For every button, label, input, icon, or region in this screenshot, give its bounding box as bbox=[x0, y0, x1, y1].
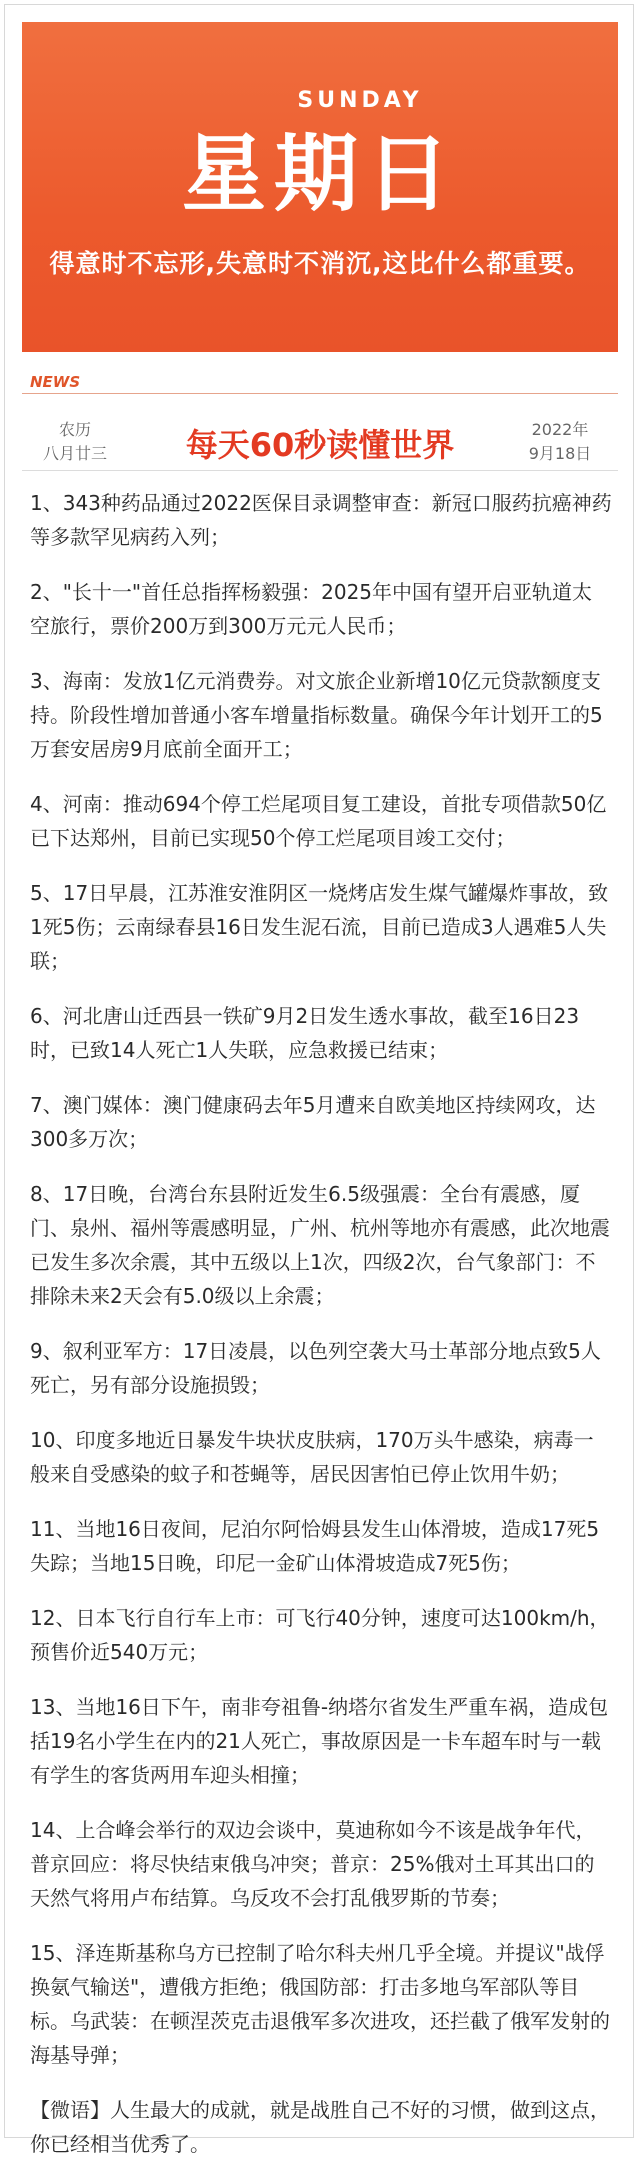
news-item-3: 3、海南：发放1亿元消费券。对文旅企业新增10亿元贷款额度支持。阶段性增加普通小客车增量指标数量。确保今年计划开工的5万套安居房9月底前全面开工； bbox=[30, 669, 603, 761]
news-item-8: 8、17日晚，台湾台东县附近发生6.5级强震：全台有震感，厦门、泉州、福州等震感明显，广州、杭州等地亦有震感，此次地震已发生多次余震，其中五级以上1次，四级2次，台气象部门：不排除未来2天会有5.0级以上余震； bbox=[30, 1182, 610, 1308]
news-label: NEWS bbox=[30, 373, 81, 391]
page-title: 每天60秒读懂世界 bbox=[185, 426, 455, 464]
date-month-day: 9月18日 bbox=[528, 444, 592, 463]
news-item-12: 12、日本飞行自行车上市：可飞行40分钟，速度可达100km/h，预售价近540万元； bbox=[30, 1606, 610, 1664]
calendar-date-block bbox=[510, 418, 610, 466]
news-item-2: 2、"长十一"首任总指挥杨毅强：2025年中国有望开启亚轨道太空旅行，票价200万到300万元元人民币； bbox=[30, 580, 593, 638]
news-list bbox=[30, 486, 612, 2161]
news-item-5: 5、17日早晨，江苏淮安淮阴区一烧烤店发生煤气罐爆炸事故，致1死5伤；云南绿春县16日发生泥石流，目前已造成3人遇难5人失联； bbox=[30, 881, 609, 973]
news-item-11: 11、当地16日夜间，尼泊尔阿恰姆县发生山体滑坡，造成17死5失踪；当地15日晚，印尼一金矿山体滑坡造成7死5伤； bbox=[30, 1517, 600, 1575]
news-item-4: 4、河南：推动694个停工烂尾项目复工建设，首批专项借款50亿已下达郑州，目前已实现50个停工烂尾项目竣工交付； bbox=[30, 792, 607, 850]
news-item-1: 1、343种药品通过2022医保目录调整审查：新冠口服药抗癌神药等多款罕见病药入列； bbox=[30, 491, 612, 549]
date-year: 2022年 bbox=[531, 420, 589, 439]
lunar-label: 农历 bbox=[58, 420, 91, 439]
news-item-13: 13、当地16日下午，南非夸祖鲁-纳塔尔省发生严重车祸，造成包括19名小学生在内的21人死亡，事故原因是一卡车超车时与一载有学生的客货两用车迎头相撞； bbox=[30, 1695, 609, 1787]
news-item-7: 7、澳门媒体：澳门健康码去年5月遭来自欧美地区持续网攻，达300多万次； bbox=[30, 1093, 596, 1151]
lunar-date: 八月廿三 bbox=[42, 444, 107, 463]
news-item-6: 6、河北唐山迁西县一铁矿9月2日发生透水事故，截至16日23时，已致14人死亡1人失联，应急救援已结束； bbox=[30, 1004, 580, 1062]
sunday-banner bbox=[22, 22, 618, 352]
header-divider bbox=[22, 470, 618, 471]
news-divider bbox=[22, 393, 618, 394]
news-item-14: 14、上合峰会举行的双边会谈中，莫迪称如今不该是战争年代，普京回应：将尽快结束俄乌冲突；普京：25%俄对土耳其出口的天然气将用卢布结算。乌反攻不会打乱俄罗斯的节奏； bbox=[30, 1818, 596, 1910]
news-item-15: 15、泽连斯基称乌方已控制了哈尔科夫州几乎全境。并提议"战俘换氨气输送"，遭俄方拒绝；俄国防部：打击多地乌军部队等目标。乌武装：在顿涅茨克击退俄军多次进攻，还拦截了俄军发射的海基导弹； bbox=[30, 1941, 610, 2067]
banner-motto: 得意时不忘形,失意时不消沉,这比什么都重要。 bbox=[49, 249, 591, 278]
day-english: SUNDAY bbox=[297, 88, 423, 113]
quote-item: 【微语】人生最大的成就，就是战胜自己不好的习惯，做到这点，你已经相当优秀了。 bbox=[30, 2098, 610, 2156]
day-chinese: 星期日 bbox=[181, 125, 458, 223]
news-item-9: 9、叙利亚军方：17日凌晨，以色列空袭大马士革部分地点致5人死亡，另有部分设施损毁； bbox=[30, 1339, 601, 1397]
news-item-10: 10、印度多地近日暴发牛块状皮肤病，170万头牛感染，病毒一般来自受感染的蚊子和苍蝇等，居民因害怕已停止饮用牛奶； bbox=[30, 1428, 594, 1486]
